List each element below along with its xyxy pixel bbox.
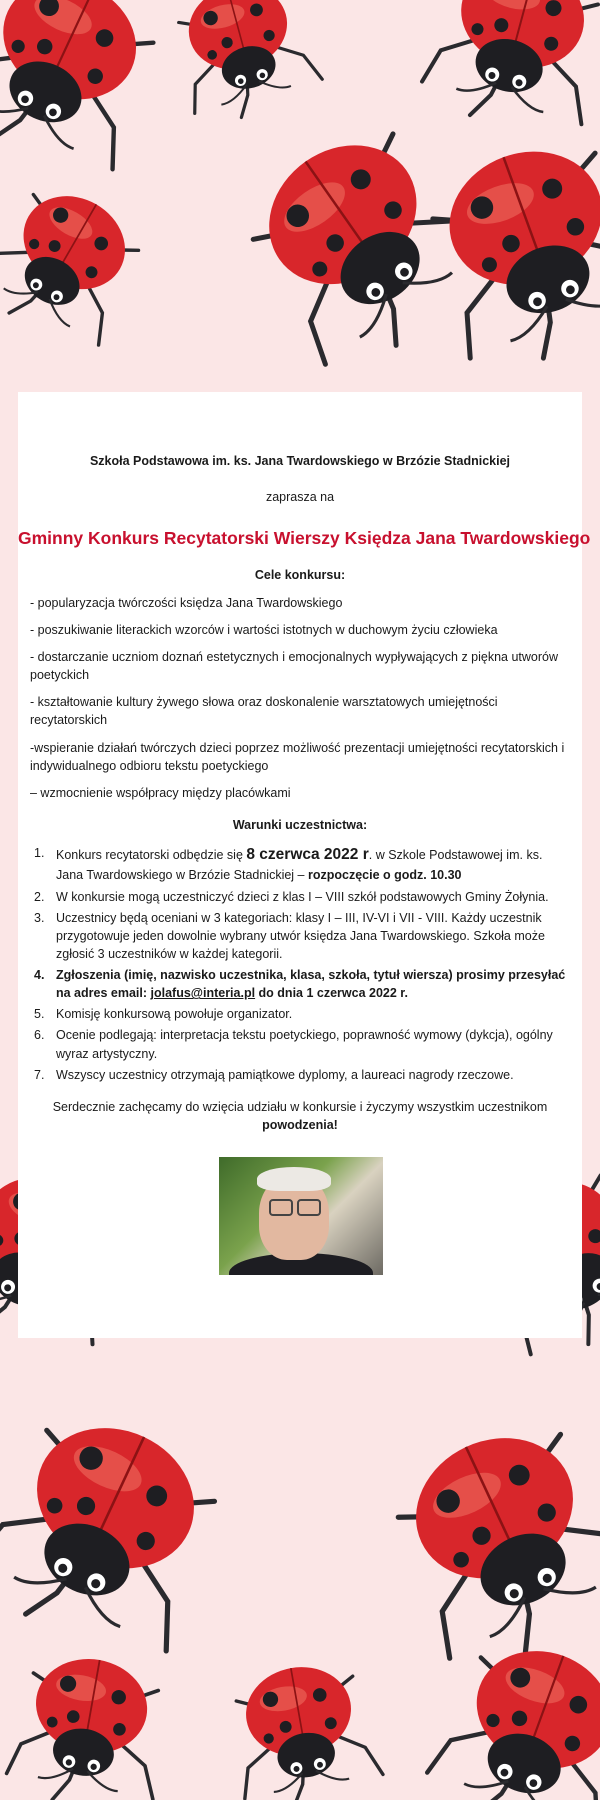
school-name: Szkoła Podstawowa im. ks. Jana Twardowskiego w Brzózie Stadnickiej (89, 454, 511, 468)
condition-item: 6. Ocenie podlegają: interpretacja tekstu poetyckiego, poprawność wymowy (dykcja), ogólny wyraz artystyczny. (34, 1028, 553, 1061)
condition-item: 4. Zgłoszenia (imię, nazwisko uczestnika, klasa, szkoła, tytuł wiersza) prosimy przesyłać na adres email: jolafus@interia.pl do dnia 1 czerwca 2022 r. (34, 968, 566, 1001)
portrait-photo (219, 1157, 383, 1275)
condition-item: 3. Uczestnicy będą oceniani w 3 kategoriach: klasy I – III, IV-VI i VII - VIII. Każdy uczestnik przygotowuje jeden dowolnie wybrany utwór księdza Jana Twardowskiego. Szkoła może zgłosić 3 uczestników w każdej kategorii. (34, 910, 545, 961)
condition-item: 2. W konkursie mogą uczestniczyć dzieci z klas I – VIII szkół podstawowych Gminy Żołynia. (34, 889, 549, 904)
goals-heading: Cele konkursu: (254, 567, 346, 582)
poster-content (18, 452, 591, 1134)
goal-item: -wspieranie działań twórczych dzieci poprzez możliwość prezentacji umiejętności recytatorskich i indywidualnego odbioru tekstu poetyckiego (30, 740, 565, 773)
email-link[interactable]: jolafus@interia.pl (150, 986, 256, 1001)
goal-item: - poszukiwanie literackich wzorców i wartości istotnych w duchowym życiu człowieka (30, 622, 498, 637)
closing-message: Serdecznie zachęcamy do wzięcia udziału w konkursie i życzymy wszystkim uczestnikom powodzenia! (52, 1099, 548, 1132)
conditions-list (30, 844, 570, 1084)
goal-item: - dostarczanie uczniom doznań estetycznych i emocjonalnych wypływających z piękna utworów poetyckich (30, 650, 559, 683)
condition-item: 1. Konkurs recytatorski odbędzie się 8 czerwca 2022 r. w Szkole Podstawowej im. ks. Jana Twardowskiego w Brzózie Stadnickiej – rozpoczęcie o godz. 10.30 (34, 846, 543, 883)
invitation-line: zaprasza na (265, 490, 335, 505)
start-time: rozpoczęcie o godz. 10.30 (307, 868, 462, 883)
condition-item: 7. Wszyscy uczestnicy otrzymają pamiątkowe dyplomy, a laureaci nagrody rzeczowe. (34, 1067, 514, 1082)
contest-title: Gminny Konkurs Recytatorski Wierszy Księdza Jana Twardowskiego (18, 528, 591, 549)
contest-date: 8 czerwca 2022 r (246, 846, 369, 863)
goal-item: - popularyzacja twórczości księdza Jana Twardowskiego (30, 595, 343, 610)
goal-item: – wzmocnienie współpracy między placówkami (30, 785, 291, 800)
goal-item: - kształtowanie kultury żywego słowa oraz doskonalenie warsztatowych umiejętności recytatorskich (30, 695, 498, 728)
poster-card (18, 392, 591, 1338)
condition-item: 5. Komisję konkursową powołuje organizator. (34, 1007, 293, 1022)
conditions-heading: Warunki uczestnictwa: (232, 817, 368, 832)
